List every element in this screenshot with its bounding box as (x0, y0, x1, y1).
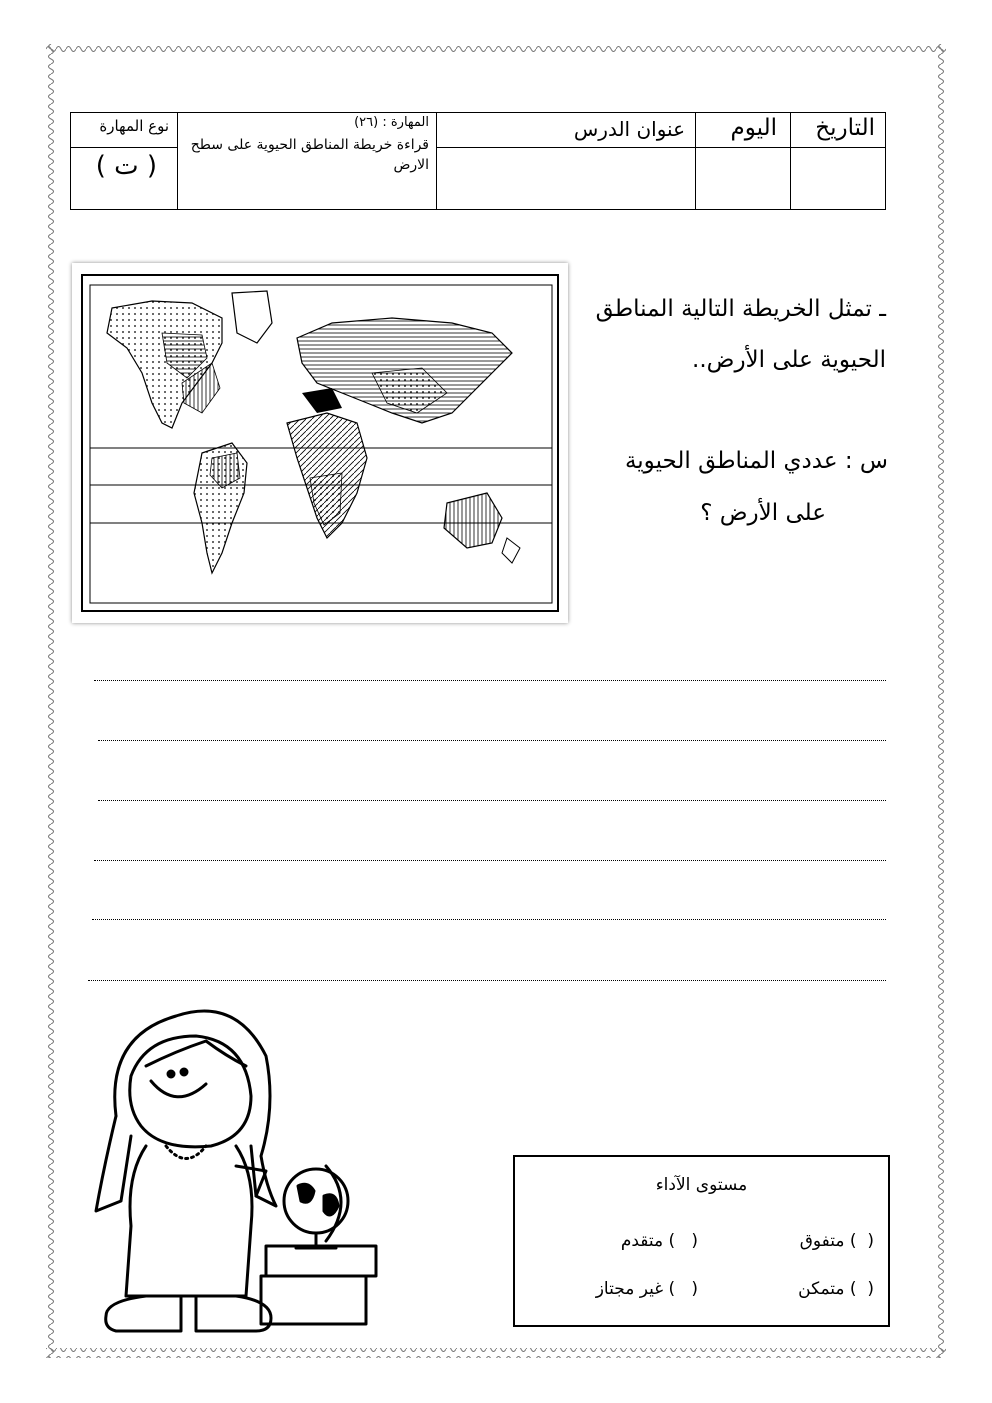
skill-type-label: نوع المهارة (99, 117, 169, 135)
day-label: اليوم (730, 115, 777, 141)
lesson-header-table (70, 112, 886, 210)
skill-type-value: ( ت ) (95, 151, 157, 181)
date-label: التاريخ (815, 115, 875, 141)
answer-line[interactable] (94, 860, 886, 861)
question-intro-line-2: الحيوية على الأرض.. (692, 347, 886, 373)
skill-description: قراءة خريطة المناطق الحيوية على سطح الارض (190, 137, 429, 173)
option-not-passed[interactable]: ( ) غير مجتاز (595, 1279, 698, 1299)
option-excellent[interactable]: ( ) متفوق (799, 1231, 874, 1251)
option-advanced[interactable]: ( ) متقدم (620, 1231, 698, 1251)
answer-line[interactable] (98, 800, 886, 801)
performance-title: مستوى الآداء (655, 1175, 748, 1195)
skill-number: المهارة : (٢٦) (354, 115, 429, 130)
question-line-1: س : عددي المناطق الحيوية (624, 448, 888, 474)
answer-line[interactable] (88, 980, 886, 981)
lesson-title-label: عنوان الدرس (573, 117, 685, 141)
world-biomes-map (72, 263, 568, 623)
question-intro-line-1: ـ تمثل الخريطة التالية المناطق (595, 296, 886, 322)
option-proficient[interactable]: ( ) متمكن (798, 1279, 874, 1299)
answer-line[interactable] (98, 740, 886, 741)
question-line-2: على الأرض ؟ (700, 500, 826, 526)
answer-line[interactable] (94, 680, 886, 681)
answer-line[interactable] (92, 919, 886, 920)
performance-level-box (513, 1155, 890, 1327)
girl-with-globe-illustration (86, 996, 386, 1344)
